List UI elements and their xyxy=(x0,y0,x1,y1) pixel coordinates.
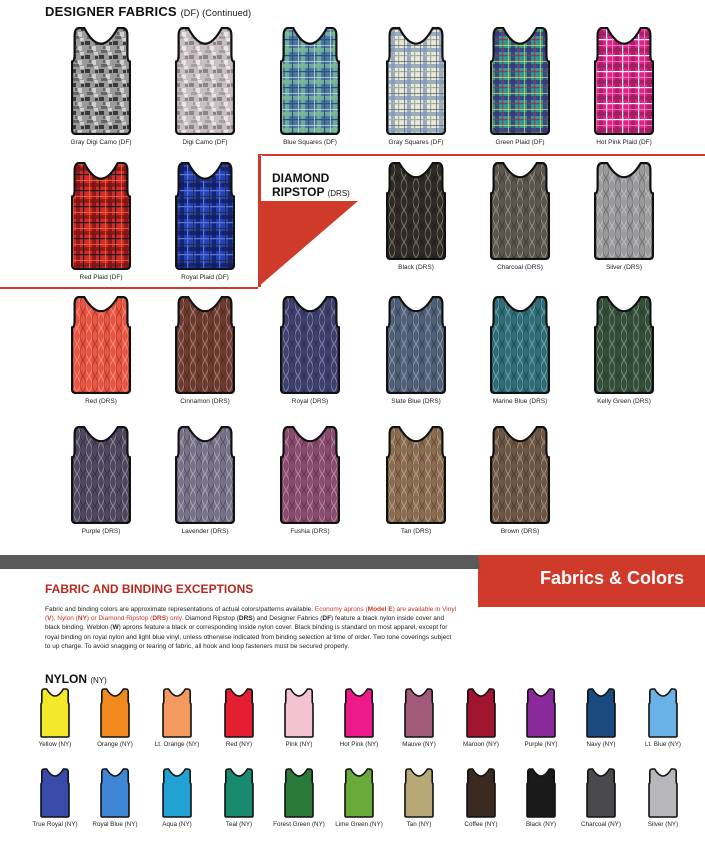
exc-text-6: ), Nylon ( xyxy=(51,615,78,623)
exceptions-title: FABRIC AND BINDING EXCEPTIONS xyxy=(45,582,254,596)
apron-brown-drs xyxy=(490,426,550,524)
apron-red-ny xyxy=(224,688,254,738)
section-title-designer-fabrics xyxy=(45,4,251,19)
drs-title-sub: (DRS) xyxy=(327,189,350,198)
swatch-label: Charcoal (DRS) xyxy=(497,264,543,271)
swatch-coffee-ny xyxy=(452,768,510,829)
exc-text-7: NY xyxy=(77,615,87,623)
exc-text-12: DRS xyxy=(238,615,253,623)
apron-purple-ny xyxy=(526,688,556,738)
apron-tan-drs xyxy=(386,426,446,524)
swatch-charcoal-ny xyxy=(572,768,630,829)
swatch-hot-pink-ny xyxy=(330,688,388,749)
apron-lt-orange-ny xyxy=(162,688,192,738)
swatch-label: Fushia (DRS) xyxy=(290,528,330,535)
swatch-label: Pink (NY) xyxy=(285,741,313,748)
swatch-slate-blue-drs xyxy=(362,296,470,406)
apron-pink-ny xyxy=(284,688,314,738)
swatch-pink-ny xyxy=(270,688,328,749)
swatch-forest-green-ny xyxy=(270,768,328,829)
swatch-label: Royal (DRS) xyxy=(291,398,329,405)
drs-title-line2: RIPSTOP xyxy=(272,185,325,199)
designer-fabrics-subtitle: (DF) (Continued) xyxy=(180,8,252,18)
designer-fabrics-title: DESIGNER FABRICS xyxy=(45,4,177,19)
divider-line-lower xyxy=(0,287,262,289)
apron-hot-pink-plaid-df xyxy=(594,27,654,135)
swatch-royal-drs xyxy=(256,296,364,406)
swatch-royal-blue-ny xyxy=(86,768,144,829)
swatch-label: Slate Blue (DRS) xyxy=(391,398,441,405)
swatch-label: Teal (NY) xyxy=(225,821,253,828)
swatch-label: Digi Camo (DF) xyxy=(182,139,228,146)
swatch-label: Black (NY) xyxy=(525,821,557,828)
apron-kelly-green-drs xyxy=(594,296,654,394)
swatch-label: Red Plaid (DF) xyxy=(79,274,123,281)
apron-red-drs xyxy=(71,296,131,394)
swatch-tan-drs xyxy=(362,426,470,536)
swatch-silver-ny xyxy=(634,768,692,829)
swatch-label: Coffee (NY) xyxy=(464,821,498,828)
apron-navy-ny xyxy=(586,688,616,738)
apron-silver-ny xyxy=(648,768,678,818)
swatch-label: Red (DRS) xyxy=(85,398,117,405)
swatch-charcoal-drs xyxy=(466,162,574,272)
swatch-label: Lt. Blue (NY) xyxy=(644,741,682,748)
section-title-nylon xyxy=(45,672,107,686)
swatch-label: Hot Pink (NY) xyxy=(339,741,379,748)
exc-text-17: ) aprons feature a black or corresponding inside nylon cover. Black binding is standard on most apparel, except for royal binding on royal nylon and light blue vinyl, unless otherwise indicated from binding selection at time of order. Two tone coverings subject to up charge. To avoid snagging or tearing of fabric, all hook and loop fasteners must be secured properly. xyxy=(45,624,452,650)
apron-slate-blue-drs xyxy=(386,296,446,394)
swatch-silver-drs xyxy=(570,162,678,272)
nylon-title: NYLON xyxy=(45,672,87,686)
swatch-purple-ny xyxy=(512,688,570,749)
apron-silver-drs xyxy=(594,162,654,260)
swatch-label: Royal Blue (NY) xyxy=(92,821,138,828)
swatch-label: Gray Squares (DF) xyxy=(388,139,444,146)
apron-hot-pink-ny xyxy=(344,688,374,738)
swatch-maroon-ny xyxy=(452,688,510,749)
exceptions-paragraph xyxy=(45,605,457,651)
exc-text-2: Economy aprons ( xyxy=(314,606,368,613)
swatch-black-ny xyxy=(512,768,570,829)
swatch-lavender-drs xyxy=(151,426,259,536)
swatch-label: Silver (DRS) xyxy=(605,264,643,271)
swatch-label: Gray Digi Camo (DF) xyxy=(70,139,132,146)
apron-charcoal-drs xyxy=(490,162,550,260)
apron-lime-green-ny xyxy=(344,768,374,818)
apron-royal-blue-ny xyxy=(100,768,130,818)
exc-text-8: ) or Diamond Ripstop ( xyxy=(86,615,153,623)
apron-gray-squares-df xyxy=(386,27,446,135)
swatch-label: Orange (NY) xyxy=(97,741,133,748)
exc-text-14: DF xyxy=(322,615,332,623)
exc-text-11: Diamond Ripstop ( xyxy=(183,615,239,623)
exc-text-9: DRS xyxy=(152,615,167,623)
swatch-digi-camo-df xyxy=(151,27,259,147)
swatch-cinnamon-drs xyxy=(151,296,259,406)
apron-lavender-drs xyxy=(175,426,235,524)
apron-green-plaid-df xyxy=(490,27,550,135)
swatch-lt-orange-ny xyxy=(148,688,206,749)
swatch-orange-ny xyxy=(86,688,144,749)
swatch-black-drs xyxy=(362,162,470,272)
swatch-label: Cinnamon (DRS) xyxy=(180,398,230,405)
apron-royal-plaid-df xyxy=(175,162,235,270)
swatch-blue-squares-df xyxy=(256,27,364,147)
swatch-gray-digi-camo-df xyxy=(47,27,155,147)
swatch-label: Kelly Green (DRS) xyxy=(597,398,651,405)
apron-blue-squares-df xyxy=(280,27,340,135)
apron-red-plaid-df xyxy=(71,162,131,270)
swatch-royal-plaid-df xyxy=(151,162,259,282)
swatch-hot-pink-plaid-df xyxy=(570,27,678,147)
swatch-label: Marine Blue (DRS) xyxy=(492,398,548,405)
nylon-title-sub: (NY) xyxy=(90,676,107,685)
section-title-diamond-ripstop xyxy=(272,171,350,201)
apron-coffee-ny xyxy=(466,768,496,818)
drs-title-line1: DIAMOND xyxy=(272,171,330,185)
swatch-purple-drs xyxy=(47,426,155,536)
swatch-red-drs xyxy=(47,296,155,406)
swatch-label: Brown (DRS) xyxy=(500,528,540,535)
swatch-label: Purple (NY) xyxy=(524,741,558,748)
apron-royal-drs xyxy=(280,296,340,394)
swatch-label: Lavender (DRS) xyxy=(181,528,229,535)
swatch-fushia-drs xyxy=(256,426,364,536)
exc-text-16: W xyxy=(112,624,119,632)
exc-text-10: ) only. xyxy=(166,615,184,623)
exc-text-4: ) are available in Vinyl ( xyxy=(45,606,457,623)
apron-charcoal-ny xyxy=(586,768,616,818)
apron-cinnamon-drs xyxy=(175,296,235,394)
apron-fushia-drs xyxy=(280,426,340,524)
exc-text-15: ) feature a black nylon inside cover and black binding. Weblon ( xyxy=(45,615,445,632)
apron-marine-blue-drs xyxy=(490,296,550,394)
exc-text-3: Model E xyxy=(367,606,393,613)
swatch-label: Silver (NY) xyxy=(647,821,679,828)
swatch-label: True Royal (NY) xyxy=(32,821,78,828)
apron-mauve-ny xyxy=(404,688,434,738)
swatch-green-plaid-df xyxy=(466,27,574,147)
swatch-label: Blue Squares (DF) xyxy=(283,139,337,146)
swatch-lime-green-ny xyxy=(330,768,388,829)
swatch-gray-squares-df xyxy=(362,27,470,147)
swatch-true-royal-ny xyxy=(26,768,84,829)
apron-tan-ny xyxy=(404,768,434,818)
swatch-label: Tan (DRS) xyxy=(400,528,432,535)
exc-text-1: Fabric and binding colors are approximate representations of actual colors/patterns available. xyxy=(45,606,315,613)
swatch-label: Navy (NY) xyxy=(586,741,616,748)
apron-maroon-ny xyxy=(466,688,496,738)
apron-purple-drs xyxy=(71,426,131,524)
swatch-teal-ny xyxy=(210,768,268,829)
swatch-label: Red (NY) xyxy=(225,741,253,748)
swatch-navy-ny xyxy=(572,688,630,749)
apron-black-ny xyxy=(526,768,556,818)
apron-gray-digi-camo-df xyxy=(71,27,131,135)
swatch-label: Lime Green (NY) xyxy=(335,821,383,828)
gray-banner-band xyxy=(0,555,478,569)
apron-orange-ny xyxy=(100,688,130,738)
swatch-yellow-ny xyxy=(26,688,84,749)
swatch-label: Yellow (NY) xyxy=(38,741,72,748)
apron-aqua-ny xyxy=(162,768,192,818)
swatch-marine-blue-drs xyxy=(466,296,574,406)
apron-yellow-ny xyxy=(40,688,70,738)
apron-true-royal-ny xyxy=(40,768,70,818)
swatch-label: Royal Plaid (DF) xyxy=(181,274,229,281)
swatch-label: Hot Pink Plaid (DF) xyxy=(596,139,652,146)
swatch-label: Purple (DRS) xyxy=(81,528,121,535)
banner-slant xyxy=(460,555,480,607)
apron-black-drs xyxy=(386,162,446,260)
swatch-label: Maroon (NY) xyxy=(462,741,500,748)
swatch-label: Tan (NY) xyxy=(406,821,432,828)
apron-forest-green-ny xyxy=(284,768,314,818)
swatch-label: Forest Green (NY) xyxy=(273,821,325,828)
swatch-aqua-ny xyxy=(148,768,206,829)
apron-teal-ny xyxy=(224,768,254,818)
swatch-brown-drs xyxy=(466,426,574,536)
swatch-label: Black (DRS) xyxy=(398,264,434,271)
apron-lt-blue-ny xyxy=(648,688,678,738)
exc-text-13: ) and Designer Fabrics ( xyxy=(252,615,323,623)
swatch-label: Aqua (NY) xyxy=(162,821,192,828)
apron-digi-camo-df xyxy=(175,27,235,135)
fabrics-colors-banner-label: Fabrics & Colors xyxy=(540,568,685,588)
swatch-red-ny xyxy=(210,688,268,749)
swatch-label: Mauve (NY) xyxy=(402,741,436,748)
swatch-label: Green Plaid (DF) xyxy=(495,139,545,146)
swatch-red-plaid-df xyxy=(47,162,155,282)
swatch-label: Charcoal (NY) xyxy=(581,821,621,828)
swatch-mauve-ny xyxy=(390,688,448,749)
exc-text-5: V xyxy=(47,615,52,623)
swatch-tan-ny xyxy=(390,768,448,829)
swatch-kelly-green-drs xyxy=(570,296,678,406)
swatch-lt-blue-ny xyxy=(634,688,692,749)
swatch-label: Lt. Orange (NY) xyxy=(154,741,200,748)
